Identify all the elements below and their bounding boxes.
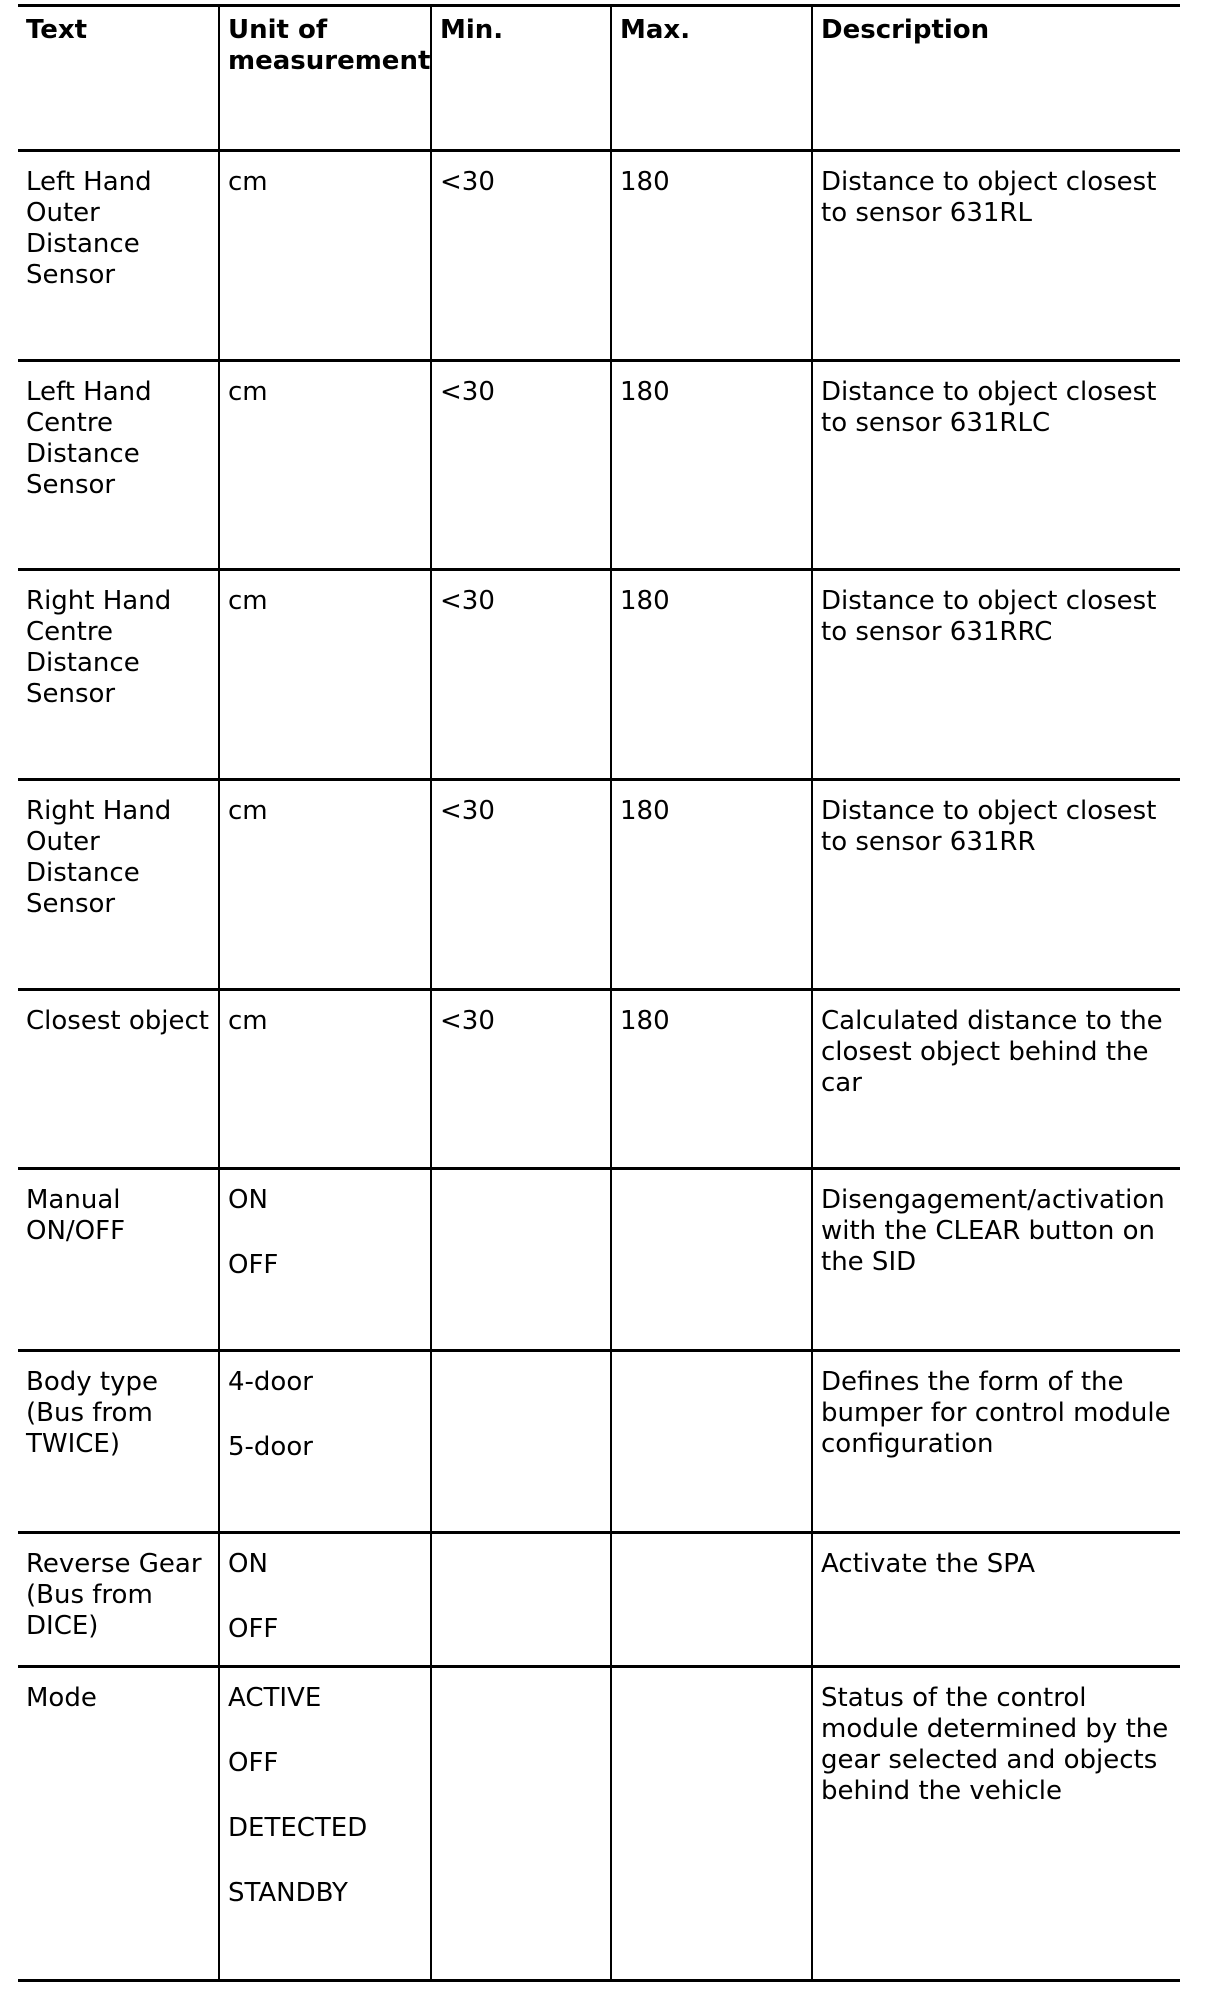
unit-value: cm	[228, 1005, 268, 1036]
cell-description: Disengagement/activation with the CLEAR button on the SID	[812, 1168, 1180, 1350]
cell-description: Distance to object closest to sensor 631RR	[812, 779, 1180, 989]
table-row	[18, 779, 1180, 989]
cell-text: Reverse Gear (Bus from DICE)	[18, 1533, 219, 1667]
cell-max: 180	[611, 989, 812, 1168]
unit-value: OFF	[228, 1614, 279, 1645]
table-body	[18, 151, 1180, 1981]
cell-max: 180	[611, 779, 812, 989]
cell-text: Closest object	[18, 989, 219, 1168]
spec-table	[18, 4, 1180, 1982]
cell-unit	[219, 779, 431, 989]
cell-min	[431, 1666, 611, 1980]
header-text: Text	[18, 6, 219, 151]
header-description: Description	[812, 6, 1180, 151]
unit-value: cm	[228, 795, 268, 826]
header-max: Max.	[611, 6, 812, 151]
cell-min: <30	[431, 151, 611, 361]
cell-unit	[219, 1533, 431, 1667]
cell-description: Calculated distance to the closest object behind the car	[812, 989, 1180, 1168]
unit-value: cm	[228, 376, 268, 407]
cell-description: Distance to object closest to sensor 631RLC	[812, 360, 1180, 570]
header-row	[18, 6, 1180, 151]
table-row	[18, 989, 1180, 1168]
cell-min	[431, 1168, 611, 1350]
cell-text: Right Hand Outer Distance Sensor	[18, 779, 219, 989]
cell-text: Left Hand Centre Distance Sensor	[18, 360, 219, 570]
header-min: Min.	[431, 6, 611, 151]
table-row	[18, 1168, 1180, 1350]
cell-unit	[219, 570, 431, 780]
cell-text: Manual ON/OFF	[18, 1168, 219, 1350]
cell-min: <30	[431, 570, 611, 780]
table-row	[18, 360, 1180, 570]
table-row	[18, 151, 1180, 361]
unit-value: ON	[228, 1549, 268, 1580]
cell-unit	[219, 1666, 431, 1980]
cell-unit	[219, 989, 431, 1168]
table-row	[18, 1533, 1180, 1667]
cell-description: Status of the control module determined by the gear selected and objects behind the vehicle	[812, 1666, 1180, 1980]
cell-min: <30	[431, 779, 611, 989]
cell-text: Body type (Bus from TWICE)	[18, 1351, 219, 1533]
cell-min	[431, 1351, 611, 1533]
table-row	[18, 570, 1180, 780]
cell-max: 180	[611, 151, 812, 361]
cell-unit	[219, 151, 431, 361]
unit-value: ON	[228, 1184, 268, 1215]
unit-value: DETECTED	[228, 1812, 368, 1843]
cell-max	[611, 1351, 812, 1533]
cell-max: 180	[611, 360, 812, 570]
unit-value: 5-door	[228, 1432, 313, 1463]
cell-unit	[219, 1351, 431, 1533]
table-row	[18, 1666, 1180, 1980]
cell-text: Mode	[18, 1666, 219, 1980]
table-row	[18, 1351, 1180, 1533]
unit-value: ACTIVE	[228, 1682, 322, 1713]
cell-min: <30	[431, 360, 611, 570]
cell-max	[611, 1533, 812, 1667]
cell-min	[431, 1533, 611, 1667]
header-unit: Unit of measurement	[219, 6, 431, 151]
cell-max	[611, 1168, 812, 1350]
unit-value: cm	[228, 167, 268, 197]
unit-value: cm	[228, 586, 268, 617]
cell-max	[611, 1666, 812, 1980]
unit-value: STANDBY	[228, 1877, 348, 1908]
unit-value: OFF	[228, 1249, 279, 1280]
unit-value: OFF	[228, 1747, 279, 1778]
cell-description: Distance to object closest to sensor 631RRC	[812, 570, 1180, 780]
cell-unit	[219, 360, 431, 570]
cell-description: Distance to object closest to sensor 631RL	[812, 151, 1180, 361]
unit-value: 4-door	[228, 1367, 313, 1398]
cell-description: Activate the SPA	[812, 1533, 1180, 1667]
cell-text: Right Hand Centre Distance Sensor	[18, 570, 219, 780]
cell-unit	[219, 1168, 431, 1350]
cell-description: Defines the form of the bumper for control module configuration	[812, 1351, 1180, 1533]
cell-min: <30	[431, 989, 611, 1168]
cell-max: 180	[611, 570, 812, 780]
cell-text: Left Hand Outer Distance Sensor	[18, 151, 219, 361]
